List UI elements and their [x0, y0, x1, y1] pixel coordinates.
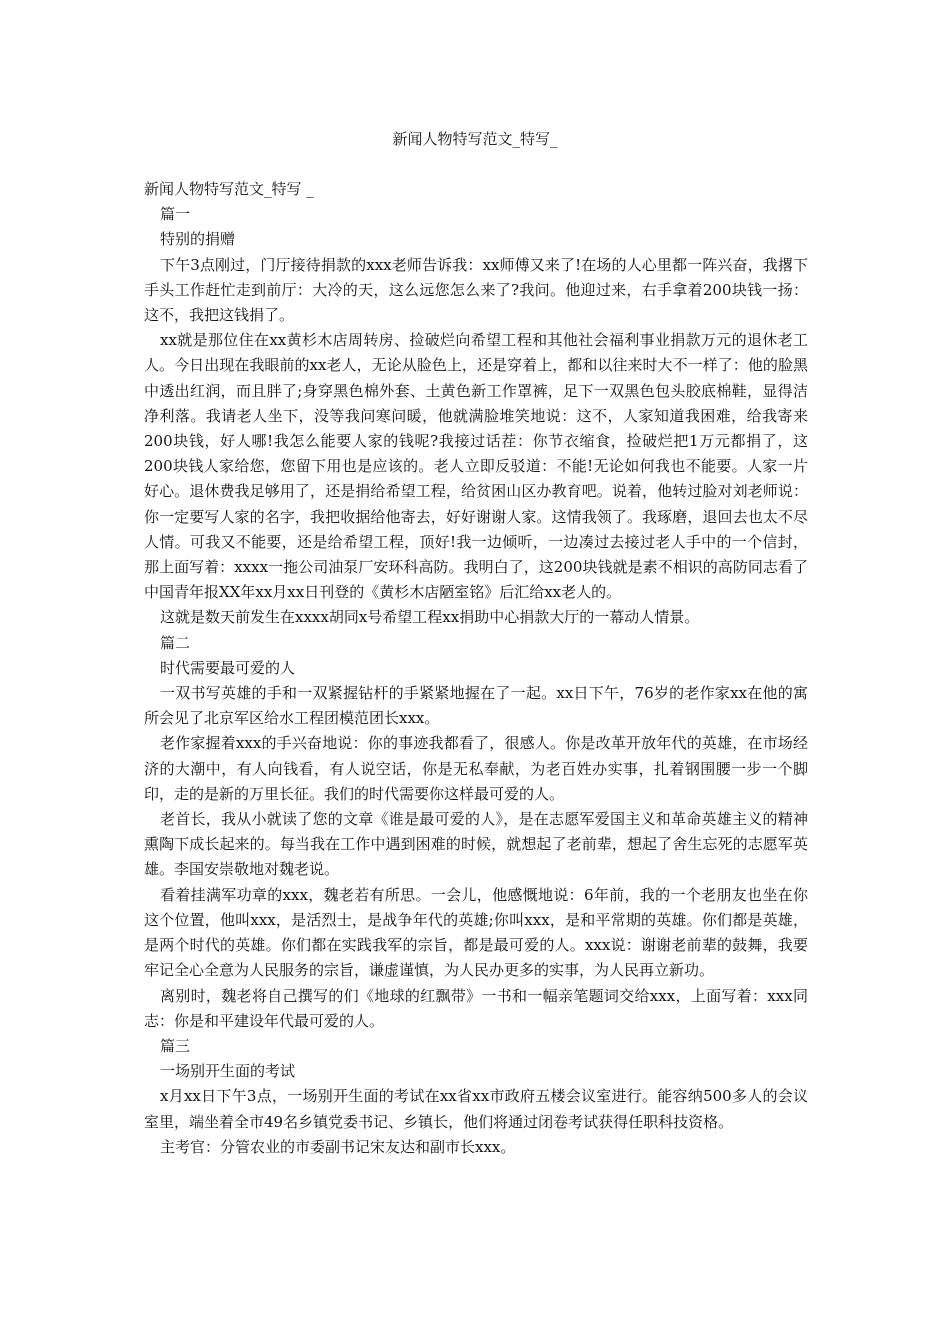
paragraph: 下午3点刚过，门厅接待捐款的xxx老师告诉我：xx师傅又来了!在场的人心里都一阵兴奋，我撂下手头工作赶忙走到前厅：大冷的天，这么远您怎么来了?我问。他迎过来，右手拿着200块钱一扬：这不，我把这钱捐了。	[144, 255, 808, 325]
document-title: 新闻人物特写范文_特写_	[392, 130, 558, 148]
paragraph: xx就是那位住在xx黄杉木店周转房、捡破烂向希望工程和其他社会福利事业捐款万元的退休老工人。今日出现在我眼前的xx老人，无论从脸色上，还是穿着上，都和以往来时大不一样了：他的脸黑中透出红润，而且胖了;身穿黑色棉外套、土黄色新工作罩裤，足下一双黑色包头胶底棉鞋，显得洁净利落。我请老人坐下，没等我问寒问暖，他就满脸堆笑地说：这不，人家知道我困难，给我寄来200块钱，好人哪!我怎么能要人家的钱呢?我接过话茬：你节衣缩食，捡破烂把1万元都捐了，这200块钱人家给您，您留下用也是应该的。老人立即反驳道：不能!无论如何我也不能要。人家一片好心。退休费我足够用了，还是捐给希望工程，给贫困山区办教育吧。说着，他转过脸对刘老师说：你一定要写人家的名字，我把收据给他寄去，好好谢谢人家。这情我领了。我琢磨，退回去也太不尽人情。可我又不能要，还是给希望工程，顶好!我一边倾听，一边凑过去接过老人手中的一个信封，那上面写着：xxxx一拖公司油泵厂安环科高防。我明白了，这200块钱就是素不相识的高防同志看了中国青年报XX年xx月xx日刊登的《黄杉木店陋室铭》后汇给xx老人的。	[144, 331, 808, 602]
section-heading: 一场别开生面的考试	[160, 1062, 296, 1081]
section-label: 篇一	[160, 205, 191, 224]
paragraph: 老作家握着xxx的手兴奋地说：你的事迹我都看了，很感人。你是改革开放年代的英雄，在市场经济的大潮中，有人向钱看，有人说空话，你是无私奉献，为老百姓办实事，扎着钢围腰一步一个脚印，走的是新的万里长征。我们的时代需要你这样最可爱的人。	[144, 734, 808, 803]
paragraph: 离别时，魏老将自己撰写的们《地球的红飘带》一书和一幅亲笔题词交给xxx，上面写着：xxx同志：你是和平建设年代最可爱的人。	[144, 986, 808, 1030]
section-heading: 时代需要最可爱的人	[160, 658, 296, 677]
section-heading: 特别的捐赠	[160, 230, 236, 249]
paragraph: 这就是数天前发生在xxxx胡同x号希望工程xx捐助中心捐款大厅的一幕动人情景。	[160, 608, 700, 627]
paragraph: 看着挂满军功章的xxx，魏老若有所思。一会儿，他感慨地说：6年前，我的一个老朋友也坐在你这个位置，他叫xxx，是活烈士，是战争年代的英雄;你叫xxx，是和平常期的英雄。你们都是英雄，是两个时代的英雄。你们都在实践我军的宗旨，都是最可爱的人。xxx说：谢谢老前辈的鼓舞，我要牢记全心全意为人民服务的宗旨，谦虚谨慎，为人民办更多的实事，为人民再立新功。	[144, 885, 808, 980]
document-subtitle: 新闻人物特写范文_特写 _	[144, 180, 314, 198]
paragraph: 主考官：分管农业的市委副书记宋友达和副市长xxx。	[160, 1137, 516, 1156]
paragraph: 老首长，我从小就读了您的文章《谁是最可爱的人》，是在志愿军爱国主义和革命英雄主义的精神熏陶下成长起来的。每当我在工作中遇到困难的时候，就想起了老前辈，想起了舍生忘死的志愿军英雄。李国安崇敬地对魏老说。	[144, 810, 808, 879]
document-body	[144, 177, 808, 1160]
section-label: 篇三	[160, 1036, 191, 1055]
section-label: 篇二	[160, 633, 191, 652]
paragraph: 一双书写英雄的手和一双紧握钻杆的手紧紧地握在了一起。xx日下午，76岁的老作家xx在他的寓所会见了北京军区给水工程团模范团长xxx。	[144, 684, 808, 728]
paragraph: x月xx日下午3点，一场别开生面的考试在xx省xx市政府五楼会议室进行。能容纳500多人的会议室里，端坐着全市49名乡镇党委书记、乡镇长，他们将通过闭卷考试获得任职科技资格。	[144, 1087, 808, 1131]
